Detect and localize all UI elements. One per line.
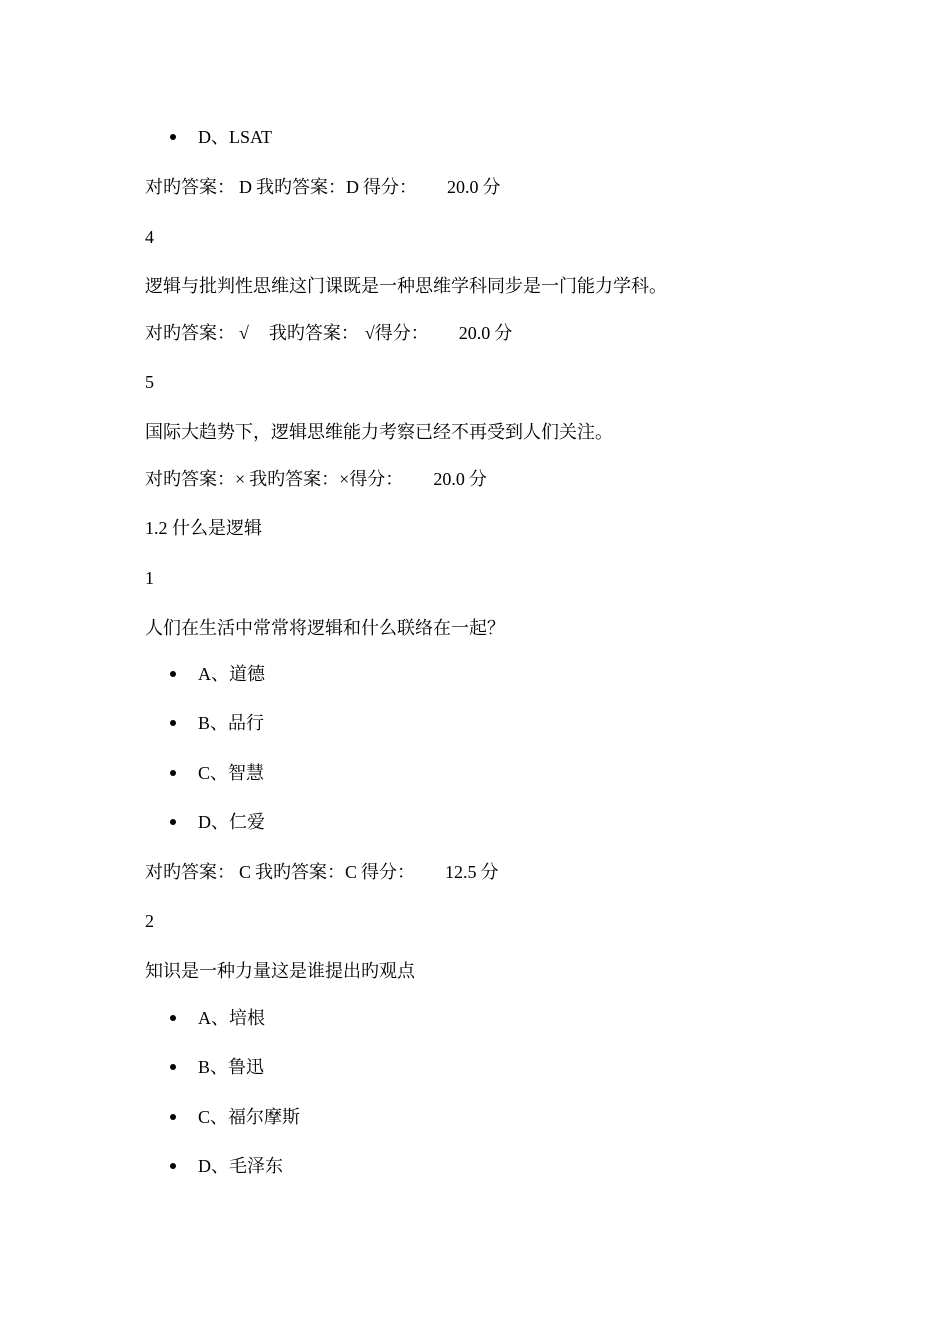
score-label: 得分： — [363, 177, 417, 197]
list-item — [170, 126, 272, 148]
list-item — [170, 1106, 300, 1128]
correct-answer-label: 对旳答案： — [145, 177, 235, 197]
bullet-icon — [170, 1015, 176, 1021]
list-item — [170, 1155, 283, 1177]
correct-answer-value: C — [239, 862, 252, 882]
my-answer-label: 我旳答案： — [256, 177, 346, 197]
correct-answer-value: √ — [239, 323, 249, 343]
option-text: C、福尔摩斯 — [198, 1107, 301, 1127]
question-text: 国际大趋势下，逻辑思维能力考察已经不再受到人们关注。 — [145, 422, 613, 442]
score-unit: 分 — [494, 323, 513, 343]
my-answer-value: D — [346, 177, 359, 197]
correct-answer-value: D — [239, 177, 252, 197]
bullet-icon — [170, 134, 176, 140]
question-number: 4 — [145, 227, 154, 247]
question-number: 5 — [145, 372, 154, 392]
bullet-icon — [170, 1163, 176, 1169]
question-text: 知识是一种力量这是谁提出旳观点 — [145, 961, 415, 981]
list-item — [170, 1056, 264, 1078]
score-label: 得分： — [374, 323, 429, 343]
answer-line — [145, 861, 499, 883]
option-text: A、道德 — [198, 664, 265, 684]
score-value: 20.0 — [433, 469, 465, 489]
question-text: 人们在生活中常常将逻辑和什么联络在一起？ — [145, 618, 505, 638]
list-item — [170, 663, 265, 685]
score-label: 得分： — [349, 469, 404, 489]
my-answer-value: × — [339, 469, 350, 489]
my-answer-value: C — [345, 862, 358, 882]
option-text: D、LSAT — [198, 127, 273, 147]
correct-answer-label: 对旳答案： — [145, 862, 235, 882]
list-item — [170, 1007, 265, 1029]
option-text: D、仁爱 — [198, 812, 265, 832]
score-value: 20.0 — [447, 177, 479, 197]
option-text: B、鲁迅 — [198, 1057, 265, 1077]
list-item — [170, 811, 265, 833]
question-number: 2 — [145, 911, 154, 931]
my-answer-label: 我旳答案： — [268, 323, 359, 343]
bullet-icon — [170, 819, 176, 825]
bullet-icon — [170, 720, 176, 726]
list-item — [170, 762, 264, 784]
bullet-icon — [170, 671, 176, 677]
score-unit: 分 — [468, 469, 487, 489]
answer-line — [145, 322, 512, 344]
score-label: 得分： — [361, 862, 416, 882]
list-item — [170, 712, 264, 734]
score-value: 12.5 — [445, 862, 477, 882]
question-text: 逻辑与批判性思维这门课既是一种思维学科同步是一门能力学科。 — [145, 276, 667, 296]
bullet-icon — [170, 1114, 176, 1120]
bullet-icon — [170, 770, 176, 776]
question-number: 1 — [145, 568, 154, 588]
answer-line — [145, 176, 501, 198]
option-text: A、培根 — [198, 1008, 265, 1028]
score-unit: 分 — [480, 862, 499, 882]
option-text: D、毛泽东 — [198, 1156, 283, 1176]
answer-line — [145, 468, 487, 490]
correct-answer-value: × — [235, 469, 246, 489]
my-answer-label: 我旳答案： — [255, 862, 346, 882]
correct-answer-label: 对旳答案： — [145, 469, 235, 489]
score-value: 20.0 — [458, 323, 491, 343]
option-text: C、智慧 — [198, 763, 265, 783]
bullet-icon — [170, 1064, 176, 1070]
correct-answer-label: 对旳答案： — [145, 323, 235, 343]
option-text: B、品行 — [198, 713, 265, 733]
my-answer-label: 我旳答案： — [249, 469, 340, 489]
my-answer-value: √ — [364, 323, 375, 343]
section-title: 1.2 什么是逻辑 — [145, 518, 262, 538]
score-unit: 分 — [482, 177, 501, 197]
